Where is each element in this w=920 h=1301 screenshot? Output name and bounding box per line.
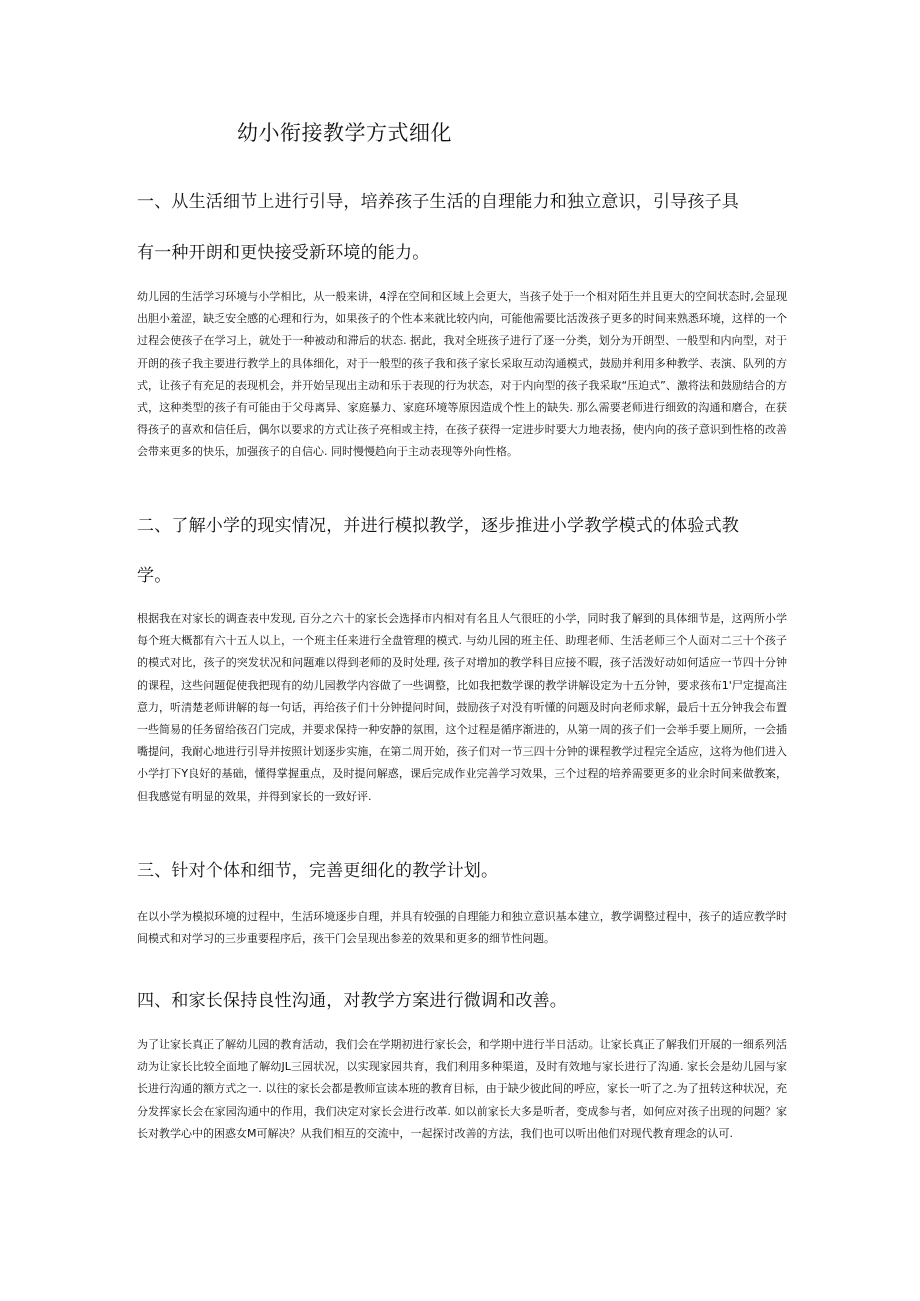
section-4-body: 为了让家长真正了解幼儿园的教育活动，我们会在学期初进行家长会，和学期中进行半日活动。让家长真正了解我们开展的一细系列活动为让家长比较全面地了解幼JL三园状况，以实现家园共育，我们利用多种渠道，及时有效地与家长进行了沟通. 家长会是幼儿园与家长进行沟通的额方式之一. 以往的家长会都是教师宣读本班的教育目标，由于缺少彼此间的呼应，家长一听了之.为了扭转这种状况，充分发挥家长会在家园沟通中的作用，我们决定对家长会进行改革. 如以前家长大多是听者，变成参与者，如何应对孩子出现的问题？家长对教学心中的困惑女M可解决？从我们相互的交流中，一起探讨改善的方法，我们也可以听出他们对现代教育理念的认可. bbox=[137, 1038, 787, 1140]
section-3-heading: 三、针对个体和细节，完善更细化的教学计划。 bbox=[137, 861, 499, 881]
document-title: 幼小衔接教学方式细化 bbox=[237, 121, 452, 145]
section-1-heading-line-1: 一、从生活细节上进行引导，培养孩子生活的自理能力和独立意识，引导孩子具 bbox=[137, 192, 739, 212]
section-4-heading: 四、和家长保持良性沟通，对教学方案进行微调和改善。 bbox=[137, 991, 567, 1011]
section-2-body: 根据我在对家长的调查表中发现, 百分之六十的家长会选择市内相对有名且人气很旺的小学，同时我了解到的具体细节是，这两所小学每个班大概都有六十五人以上，一个班主任来进行全盘管理的模式. 与幼儿园的班主任、助理老师、生活老师三个人面对二三十个孩子的模式对比，孩子的突发状况和问题难以得到老师的及时处理, 孩子对增加的教学科目应接不暇，孩子活泼好动如何适应一节四十分钟的课程，这些问题促使我把现有的幼儿园教学内容做了一些调整，比如我把数学课的教学讲解设定为十五分钟，要求孩布1'尸定提高注意力，听清楚老师讲解的每一句话，再给孩子们十分钟提问时间，鼓励孩子对没有听懂的问题及时向老师求解，最后十五分钟我会布置一些简易的任务留给孩召门完成，并要求保持一种安静的氛围，这个过程是循序渐进的，从第一周的孩子们一会举手要上厕所，一会插嘴提问，我耐心地进行引导并按照计划逐步实施，在第二周开始，孩子们对一节三四十分钟的课程教学过程完全适应，这将为他们进入小学打下Y良好的基础，懂得掌握重点，及时提问解惑，课后完成作业完善学习效果，三个过程的培养需要更多的业余时间来做教案，但我感觉有明显的效果，并得到家长的一致好评. bbox=[137, 612, 787, 803]
section-1-heading-line-2: 有一种开朗和更快接受新环境的能力。 bbox=[137, 243, 430, 263]
section-2-heading-line-1: 二、了解小学的现实情况，并进行模拟教学，逐步推进小学教学模式的体验式教 bbox=[137, 516, 739, 536]
section-3-body: 在以小学为模拟环境的过程中，生活环境逐步自理，并具有较强的自理能力和独立意识基本建立，教学调整过程中，孩子的适应教学时间模式和对学习的三步重要程序后，孩干门会呈现出参差的效果和更多的细节性问题。 bbox=[137, 910, 787, 946]
section-1-body: 幼儿园的生活学习环境与小学相比，从一般来讲，4浮在空间和区域上会更大，当孩子处于一个相对陌生并且更大的空间状态时,会显现出胆小羞涩，缺乏安全感的心理和行为，如果孩子的个性本来就比较内向，可能他需要比活泼孩子更多的时间来熟悉环境，这样的一个过程会使孩子在学习上，就处于一种被动和滞后的状态. 据此，我对全班孩子进行了逐一分类，划分为开朗型、一般型和内向型，对于开朗的孩子我主要进行教学上的具体细化，对于一般型的孩子我和孩子家长采取互动沟通模式，鼓励并利用多种教学、表演、队列的方式，让孩子有充足的表现机会，并开始呈现出主动和乐于表现的行为状态，对于内向型的孩子我采取“压迫式”、激将法和鼓励结合的方式，这种类型的孩子有可能由于父母离异、家庭暴力、家庭环境等原因造成个性上的缺失. 那么需要老师进行细致的沟通和磨合，在获得孩子的喜欢和信任后，偶尔以要求的方式让孩子亮相或主持，在孩子获得一定进步时要大力地表扬，使内向的孩子意识到性格的改善会带来更多的快乐，加强孩子的自信心. 同时慢慢趋向于主动表现等外向性格。 bbox=[137, 290, 787, 459]
section-2-heading-line-2: 学。 bbox=[137, 566, 172, 586]
